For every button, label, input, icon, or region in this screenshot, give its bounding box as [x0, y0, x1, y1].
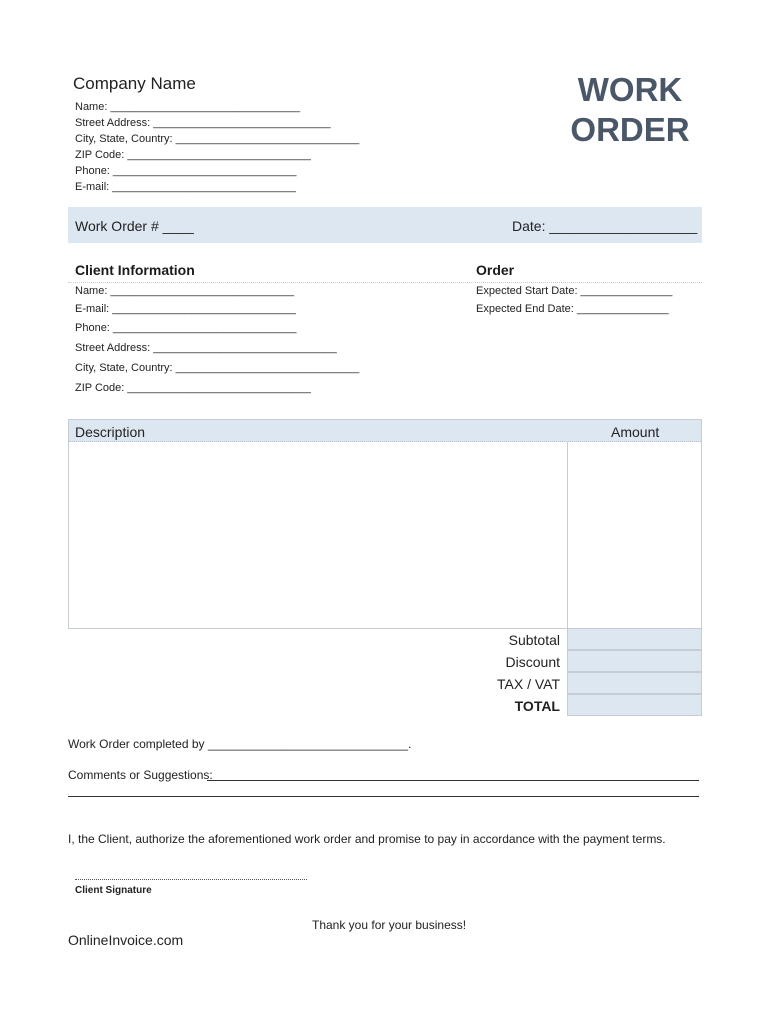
company-city-field[interactable]: City, State, Country: ______________________________	[75, 133, 360, 145]
order-heading: Order	[476, 262, 515, 278]
expected-end-date-field[interactable]: Expected End Date: _______________	[476, 303, 669, 315]
thank-you-text: Thank you for your business!	[312, 918, 467, 932]
expected-start-date-field[interactable]: Expected Start Date: _______________	[476, 285, 673, 297]
completed-by-field[interactable]: Work Order completed by ______________________________.	[68, 737, 412, 751]
comments-line-2[interactable]	[68, 796, 699, 797]
client-name-field[interactable]: Name: ______________________________	[75, 285, 294, 297]
brand-name: OnlineInvoice.com	[68, 932, 184, 948]
company-street-field[interactable]: Street Address: _____________________________	[75, 117, 331, 129]
subtotal-label: Subtotal	[508, 632, 560, 648]
tax-cell[interactable]	[567, 672, 702, 694]
client-email-field[interactable]: E-mail: ______________________________	[75, 303, 296, 315]
subtotal-cell[interactable]	[567, 628, 702, 650]
discount-label: Discount	[505, 654, 560, 670]
tax-label: TAX / VAT	[496, 676, 560, 692]
client-street-field[interactable]: Street Address: ______________________________	[75, 342, 337, 354]
description-cell[interactable]	[70, 443, 566, 626]
description-header: Description	[75, 424, 146, 440]
company-name: Company Name	[73, 74, 196, 93]
work-order-number-field[interactable]: Work Order # ____	[75, 218, 194, 234]
total-label: TOTAL	[514, 698, 560, 714]
description-table-header	[69, 420, 701, 442]
amount-header: Amount	[611, 424, 660, 440]
date-field[interactable]: Date: ___________________	[512, 218, 698, 234]
title-work: WORK	[577, 71, 683, 108]
table-column-divider	[567, 442, 568, 628]
comments-line-1[interactable]	[207, 780, 699, 781]
company-phone-field[interactable]: Phone: ______________________________	[75, 165, 297, 177]
company-name-field[interactable]: Name: _______________________________	[75, 101, 301, 113]
comments-label: Comments or Suggestions:	[68, 768, 213, 782]
amount-cell[interactable]	[569, 443, 700, 626]
client-information-heading: Client Information	[75, 262, 195, 278]
company-email-field[interactable]: E-mail: ______________________________	[75, 181, 296, 193]
section-divider	[68, 282, 702, 283]
discount-cell[interactable]	[567, 650, 702, 672]
total-cell[interactable]	[567, 694, 702, 716]
title-order: ORDER	[570, 111, 690, 148]
client-signature-label: Client Signature	[75, 885, 152, 896]
client-phone-field[interactable]: Phone: ______________________________	[75, 322, 297, 334]
signature-line[interactable]	[75, 879, 307, 880]
company-zip-field[interactable]: ZIP Code: ______________________________	[75, 149, 311, 161]
client-zip-field[interactable]: ZIP Code: ______________________________	[75, 382, 311, 394]
authorization-text: I, the Client, authorize the aforementioned work order and promise to pay in accordance with the payment terms.	[68, 832, 666, 846]
client-city-field[interactable]: City, State, Country: ______________________________	[75, 362, 360, 374]
